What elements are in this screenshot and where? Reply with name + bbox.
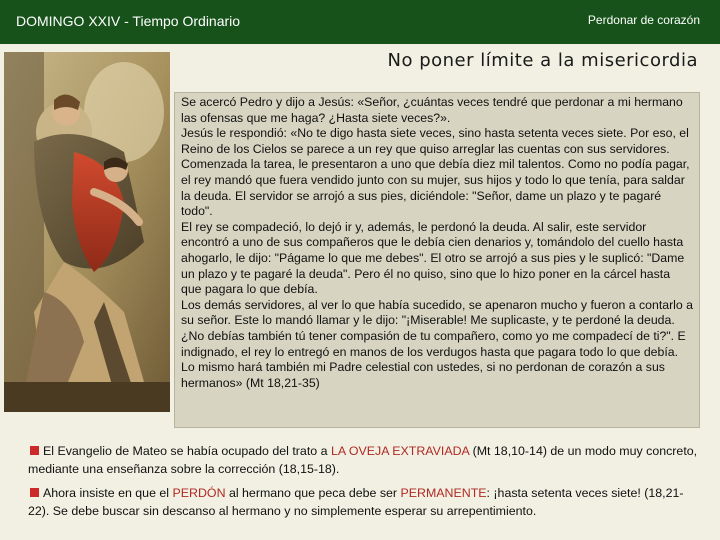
quote-paragraph: Jesús le respondió: «No te digo hasta siete veces, sino hasta setenta veces siete. Por eso, el Reino de los Cielos se parece a un rey que quiso arreglar las cuentas con sus servidores. Comenzada la tarea, le presentaron a uno que debía diez mil talentos. Como no podía pagar, el rey mandó que fuera vendido junto con su mujer, sus hijos y todo lo que tenía, para saldar la deuda. El servidor se arrojó a sus pies, diciéndole: "Señor, dame un plazo y te pagaré todo".	[181, 126, 690, 219]
gospel-quote-box	[174, 92, 700, 428]
header-right-text: Perdonar de corazón	[587, 13, 700, 27]
highlight-text: PERMANENTE	[400, 486, 487, 500]
quote-paragraph: Se acercó Pedro y dijo a Jesús: «Señor, ¿cuántas veces tendré que perdonar a mi hermano las ofensas que me haga? ¿Hasta siete veces?».	[181, 95, 683, 125]
header-bar	[0, 0, 720, 44]
red-square-bullet-icon	[30, 488, 39, 497]
bullet-text: : ¡hasta setenta veces siete! (18,21-22). Se debe buscar sin descanso al hermano y no simplemente esperar su arrepentimiento.	[28, 486, 684, 518]
bullet-text: al hermano que peca debe ser	[225, 486, 401, 500]
header-left-text: DOMINGO XXIV - Tiempo Ordinario	[16, 13, 241, 29]
bullet-text: Ahora insiste en que el	[43, 486, 173, 500]
bullet-item	[28, 485, 698, 520]
highlight-text: PERDÓN	[172, 486, 226, 500]
painting-image	[4, 52, 170, 412]
painting-illustration	[4, 52, 170, 412]
page-title: No poner límite a la misericordia	[387, 50, 698, 71]
bullet-text: (Mt 18,10-14) de un modo muy concreto, mediante una enseñanza sobre la corrección (18,15-18).	[28, 444, 698, 476]
bullet-text: El Evangelio de Mateo se había ocupado del trato a	[43, 444, 331, 458]
quote-paragraph: El rey se compadeció, lo dejó ir y, además, le perdonó la deuda. Al salir, este servidor encontró a uno de sus compañeros que le debía cien denarios y, tomándolo del cuello hasta ahogarlo, le dijo: "Págame lo que me debes". El otro se arrojó a sus pies y le suplicó: "Dame un plazo y te pagaré la deuda". Pero él no quiso, sino que lo hizo poner en la cárcel hasta que pagara lo que debía.	[181, 219, 685, 297]
quote-paragraph: Los demás servidores, al ver lo que había sucedido, se apenaron mucho y fueron a contarlo a su señor. Este lo mandó llamar y le dijo: "¡Miserable! Me suplicaste, y te perdoné la deuda. ¿No debías también tú tener compasión de tu compañero, como yo me compadecí de ti?". E indignado, el rey lo entregó en manos de los verdugos hasta que pagara todo lo que debía.	[181, 297, 693, 359]
bullet-item	[28, 443, 698, 478]
highlight-text: LA OVEJA EXTRAVIADA	[330, 444, 470, 458]
quote-paragraph: Lo mismo hará también mi Padre celestial con ustedes, si no perdonan de corazón a sus hermanos» (Mt 18,21-35)	[181, 360, 665, 390]
red-square-bullet-icon	[30, 446, 39, 455]
